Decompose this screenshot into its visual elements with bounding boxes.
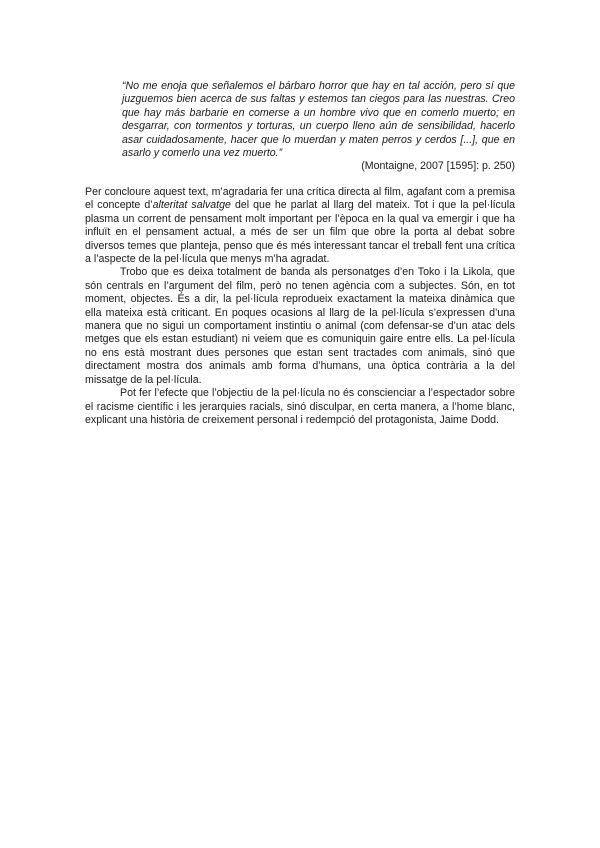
quote-citation: (Montaigne, 2007 [1595]: p. 250) [361, 160, 515, 173]
body-text [85, 186, 515, 427]
paragraph-1-emphasis: alteritat salvatge [152, 199, 231, 212]
paragraph-3: Pot fer l’efecte que l’objectiu de la pel·lícula no és conscienciar a l’espectador sobre el racisme científic i les jerarquies racials, sinó disculpar, en certa manera, a l’home blanc, explicant una història de creixement personal i redempció del protagonista, Jaime Dodd. [85, 387, 515, 426]
paragraph-1-after: del que he parlat al llarg del mateix. Tot i que la pel·lícula plasma un corrent de pensament molt important per l’època en la qual va emergir i que ha influït en el pensament actual, a més de ser un film que obre la porta al debat sobre diversos temes que planteja, penso que és més interessant tancar el treball fent una crítica a l’aspecte de la pel·lícula que menys m’ha agradat. [85, 199, 515, 266]
paragraph-2: Trobo que es deixa totalment de banda als personatges d’en Toko i la Likola, que són centrals en l’argument del film, però no tenen agència com a subjectes. Són, en tot moment, objectes. És a dir, la pel·lícula reprodueix exactament la mateixa dinàmica que ella mateixa està criticant. En poques ocasions al llarg de la pel·lícula s’expressen d’una manera que no sigui un comportament instintiu o animal (com defensar-se d’un atac dels metges que els estan estudiant) ni veiem que es comuniquin gaire entre ells. La pel·lícula no ens està mostrant dues persones que estan sent tractades com animals, sinó que directament mostra dos animals amb forma d’humans, una òptica contrària a la del missatge de la pel·lícula. [85, 266, 515, 386]
block-quote [122, 80, 515, 174]
quote-text: “No me enoja que señalemos el bárbaro horror que hay en tal acción, pero sí que juzguemos bien acerca de sus faltas y estemos tan ciegos para las nuestras. Creo que hay más barbarie en comerse a un hombre vivo que en comerlo muerto; en desgarrar, con tormentos y torturas, un cuerpo lleno aún de sensibilidad, hacerlo asar cuidadosamente, hacer que lo muerdan y maten perros y cerdos [...], que en asarlo y comerlo una vez muerto.” [122, 80, 515, 160]
paragraph-1-before: Per concloure aquest text, m’agradaria fer una crítica directa al film, agafant com a premisa el concepte d’ [85, 186, 515, 212]
paragraph-1 [85, 186, 515, 266]
